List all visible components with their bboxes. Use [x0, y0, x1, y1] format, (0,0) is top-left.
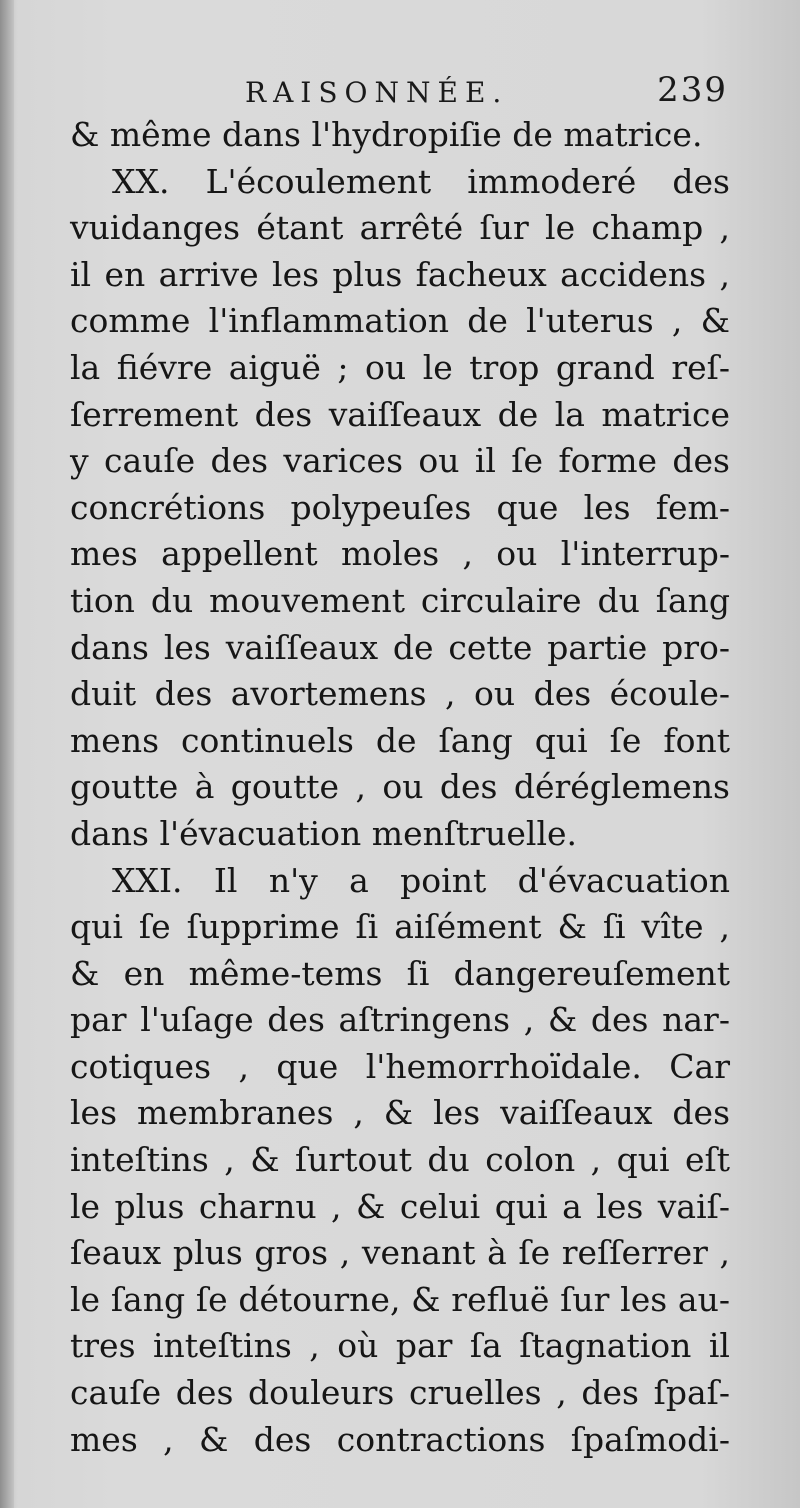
text-line: la fiévre aiguë ; ou le trop grand reſ- — [70, 347, 730, 387]
text-line: cauſe des douleurs cruelles , des ſpaſ- — [70, 1373, 730, 1413]
text-line: tres inteſtins , où par ſa ſtagnation il — [70, 1326, 730, 1366]
page-number: 239 — [657, 70, 728, 110]
text-line: mens continuels de ſang qui ſe font — [70, 720, 730, 760]
page-gutter-shadow — [0, 0, 14, 1508]
text-line: comme l'inflammation de l'uterus , & — [70, 301, 730, 341]
text-line: qui ſe ſupprime ſi aiſément & ſi vîte , — [70, 907, 730, 947]
text-line: mes appellent moles , ou l'interrup- — [70, 534, 730, 574]
text-line: le plus charnu , & celui qui a les vaiſ- — [70, 1186, 730, 1226]
running-title: RAISONNÉE. — [245, 76, 509, 109]
text-line: & en même-tems ſi dangereuſement — [70, 953, 730, 993]
text-line: vuidanges étant arrêté ſur le champ , — [70, 208, 730, 248]
text-line: & même dans l'hydropiſie de matrice. — [70, 115, 703, 154]
text-line: tion du mouvement circulaire du ſang — [70, 580, 730, 620]
text-line: y cauſe des varices ou il ſe forme des — [70, 441, 730, 481]
text-line: XX. L'écoulement immoderé des — [112, 161, 730, 201]
text-line: ſeaux plus gros , venant à ſe reſſerrer , — [70, 1233, 730, 1273]
text-line: inteſtins , & ſurtout du colon , qui eſt — [70, 1140, 730, 1180]
text-line: par l'uſage des aſtringens , & des nar- — [70, 1000, 730, 1040]
text-line: il en arrive les plus facheux accidens , — [70, 254, 730, 294]
text-line: cotiques , que l'hemorrhoïdale. Car — [70, 1046, 730, 1086]
text-line: les membranes , & les vaiſſeaux des — [70, 1093, 730, 1133]
text-line: duit des avortemens , ou des écoule- — [70, 674, 730, 714]
text-line: concrétions polypeuſes que les fem- — [70, 487, 730, 527]
text-line: mes , & des contractions ſpaſmodi- — [70, 1419, 730, 1459]
text-line: XXI. Il n'y a point d'évacuation — [112, 860, 730, 900]
text-line: ſerrement des vaiſſeaux de la matrice — [70, 394, 730, 434]
text-line: dans l'évacuation menſtruelle. — [70, 813, 578, 853]
text-line: le ſang ſe détourne, & refluë ſur les au- — [70, 1279, 730, 1319]
text-line: goutte à goutte , ou des déréglemens — [70, 767, 730, 807]
paragraph-xx — [70, 159, 730, 858]
running-head — [70, 70, 728, 110]
body-text — [70, 112, 730, 1463]
paragraph-continuation — [70, 112, 730, 159]
paragraph-xxi — [70, 858, 730, 1464]
text-line: dans les vaiſſeaux de cette partie pro- — [70, 627, 730, 667]
